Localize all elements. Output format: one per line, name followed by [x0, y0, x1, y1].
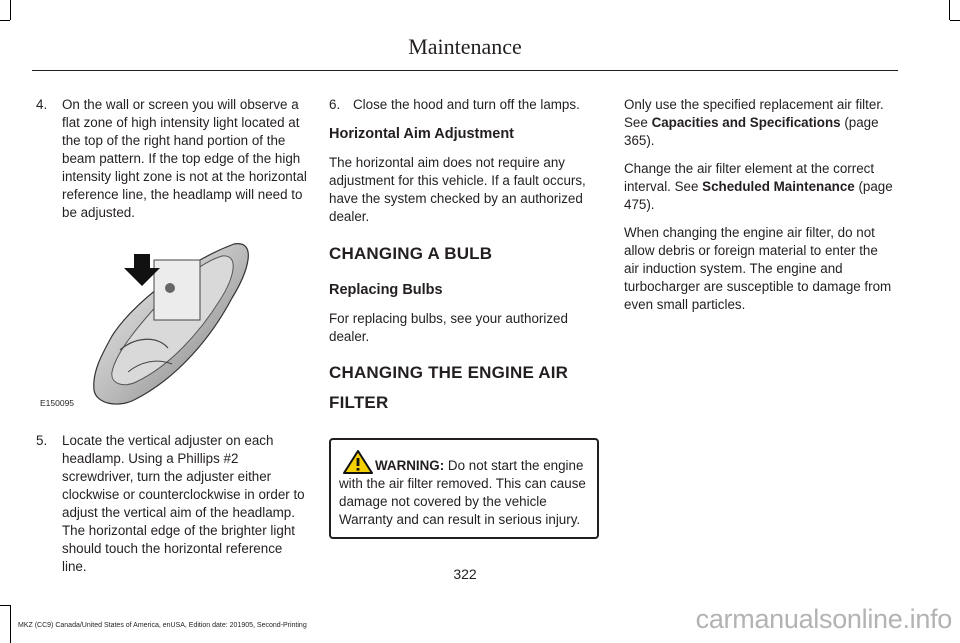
warning-triangle-icon: [343, 450, 373, 474]
step-text: On the wall or screen you will observe a flat zone of high intensity light located at the top of the right hand portion of the beam pattern. If the top edge of the high intensity light zone is not at the horizontal reference line, the headlamp will need to be adjusted.: [62, 97, 307, 220]
filter-interval-page: (page 475).: [624, 179, 893, 212]
replacing-paragraph: For replacing bulbs, see your authorized dealer.: [329, 311, 568, 344]
filter-spec-text: Only use the specified replacement air filter. See: [624, 97, 884, 130]
crop-mark-top-left-v: [10, 0, 11, 20]
section-changing-bulb: CHANGING A BULB: [329, 244, 493, 263]
step-number: 6.: [329, 97, 341, 112]
crop-mark-bottom-left-v: [10, 605, 11, 643]
page-number: 322: [453, 566, 477, 582]
left-column: [36, 96, 308, 586]
headlamp-illustration: [36, 232, 308, 412]
warning-box: [329, 438, 599, 539]
filter-interval-text: Change the air filter element at the correct interval. See: [624, 161, 875, 194]
heading-horizontal-aim: Horizontal Aim Adjustment: [329, 126, 515, 142]
section-line-1: CHANGING THE ENGINE AIR: [329, 363, 569, 382]
filter-interval-paragraph: [624, 160, 896, 214]
header-divider: [32, 70, 898, 71]
section-line-2: FILTER: [329, 393, 389, 412]
link-capacities-specifications[interactable]: Capacities and Specifications: [651, 115, 841, 130]
filter-spec-paragraph: [624, 96, 896, 150]
heading-replacing-bulbs: Replacing Bulbs: [329, 282, 443, 298]
step-5: [36, 432, 308, 576]
step-6: [329, 96, 599, 114]
debris-paragraph: When changing the engine air filter, do not allow debris or foreign material to enter the air induction system. The engine and turbocharger are susceptible to damage from even small particles.: [624, 225, 892, 312]
filter-spec-page: (page 365).: [624, 115, 879, 148]
footer-edition: MKZ (CC9) Canada/United States of America, enUSA, Edition date: 201905, Second-Printing: [18, 622, 307, 629]
section-engine-air-filter: [329, 358, 599, 418]
step-text: Locate the vertical adjuster on each headlamp. Using a Phillips #2 screwdriver, turn the adjuster either clockwise or counterclockwise in order to adjust the vertical aim of the headlamp. The horizontal edge of the brighter light should touch the horizontal reference line.: [62, 433, 305, 574]
warning-label: WARNING:: [375, 458, 445, 473]
headlamp-figure: [36, 232, 308, 412]
right-column: [624, 96, 896, 324]
link-scheduled-maintenance[interactable]: Scheduled Maintenance: [702, 179, 855, 194]
crop-mark-top-right-h: [950, 20, 960, 21]
step-number: 4.: [36, 97, 48, 112]
aim-paragraph: The horizontal aim does not require any adjustment for this vehicle. If a fault occurs, have the system checked by an authorized dealer.: [329, 155, 586, 224]
warning-text: Do not start the engine with the air filter removed. This can cause damage not covered by the vehicle Warranty and can result in serious injury.: [339, 458, 586, 527]
step-number: 5.: [36, 433, 48, 448]
page-header-title: Maintenance: [408, 34, 522, 59]
adjuster-screw: [165, 283, 175, 293]
crop-mark-top-left-h: [0, 20, 10, 21]
step-text: Close the hood and turn off the lamps.: [353, 97, 580, 112]
crop-mark-bottom-left-h: [0, 605, 10, 606]
middle-column: [329, 96, 599, 539]
adjuster-bracket: [154, 260, 200, 320]
crop-mark-top-right-v: [949, 0, 950, 20]
step-4: [36, 96, 308, 222]
figure-code: E150095: [40, 398, 75, 408]
watermark: carmanualsonline.info: [695, 604, 952, 634]
